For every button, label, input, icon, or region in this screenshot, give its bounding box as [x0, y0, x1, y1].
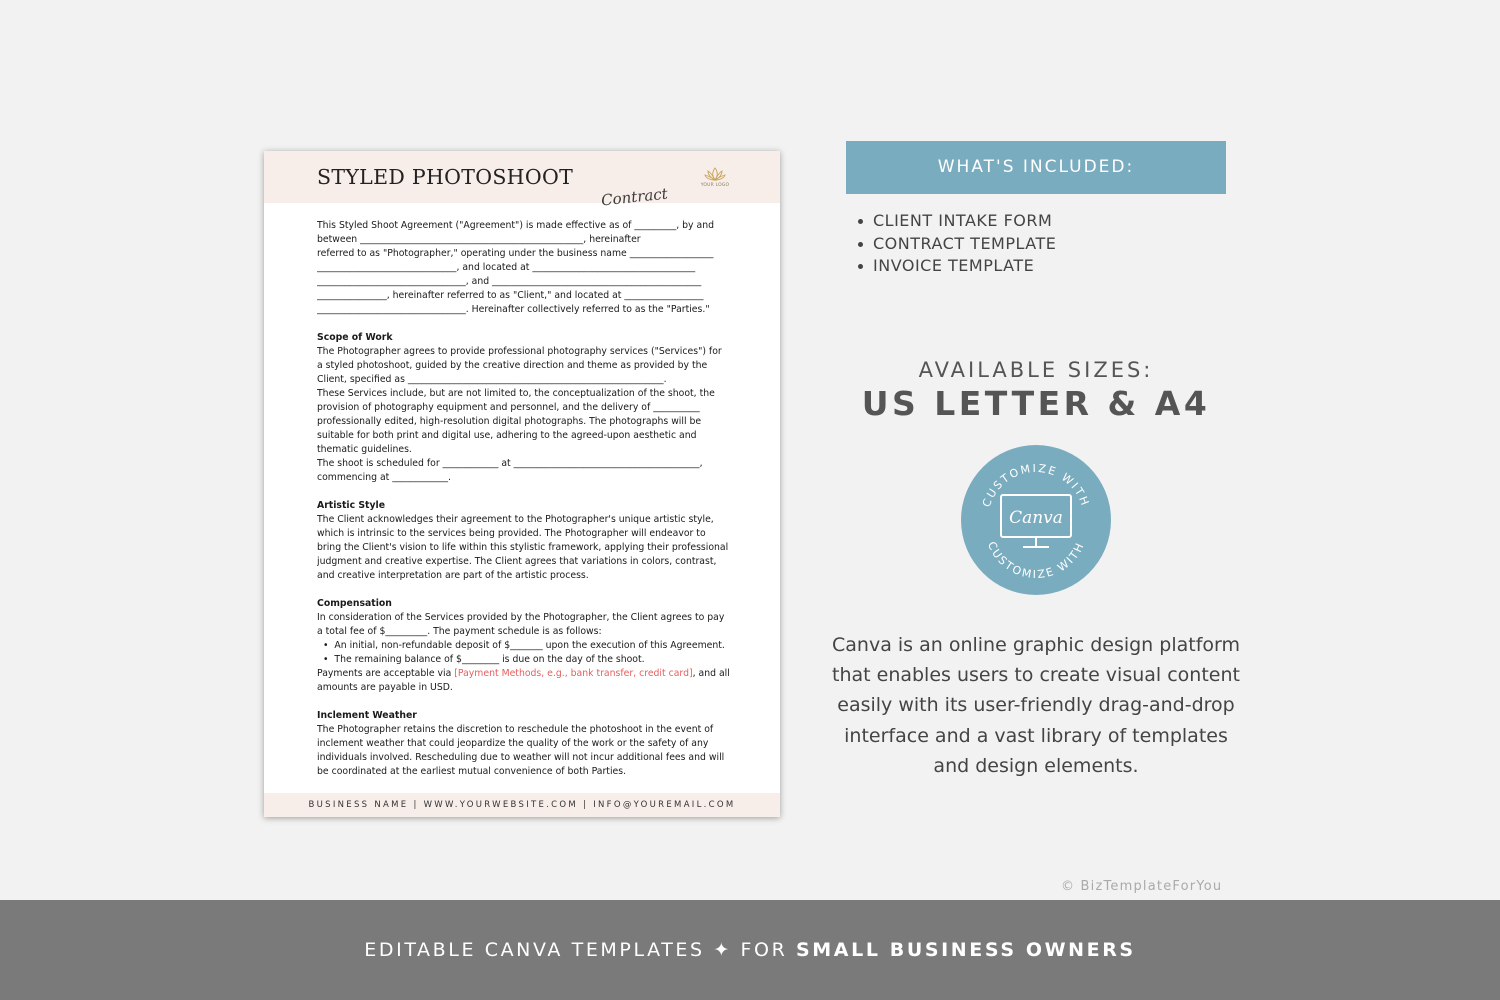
included-item — [873, 255, 1056, 278]
intro-line: ________________________________. Hereinafter collectively referred to as the "Parties." — [317, 304, 710, 315]
section-line: The Client acknowledges their agreement to the Photographer's unique artistic style, — [317, 514, 714, 525]
included-item-label: CLIENT INTAKE FORM — [873, 211, 1053, 230]
badge-ring-text-top: CUSTOMIZE WITH — [979, 461, 1093, 509]
logo-text: YOUR LOGO — [700, 183, 730, 188]
bullet-item: • The remaining balance of $________ is due on the day of the shoot. — [323, 654, 645, 665]
scope-section — [317, 331, 737, 485]
section-line: be coordinated at the earliest mutual convenience of both Parties. — [317, 766, 627, 777]
section-line: amounts are payable in USD. — [317, 682, 453, 693]
section-line: In consideration of the Services provided by the Photographer, the Client agrees to pay — [317, 612, 725, 623]
payments-line — [317, 667, 737, 681]
section-line: individuals involved. Rescheduling due to weather will not incur additional fees and will — [317, 752, 725, 763]
lotus-icon — [704, 166, 726, 182]
compensation-section — [317, 597, 737, 695]
payments-placeholder: [Payment Methods, e.g., bank transfer, credit card] — [454, 668, 693, 679]
section-heading: Artistic Style — [317, 500, 386, 511]
section-line: a total fee of $_________. The payment schedule is as follows: — [317, 626, 602, 637]
document-page — [264, 151, 780, 817]
bullet-item: • An initial, non-refundable deposit of $_______ upon the execution of this Agreement. — [323, 640, 725, 651]
intro-line: referred to as "Photographer," operating under the business name __________________ — [317, 248, 714, 259]
section-line: thematic guidelines. — [317, 444, 412, 455]
description-line: and design elements. — [933, 754, 1139, 777]
included-list — [873, 210, 1056, 278]
bottom-banner — [0, 900, 1500, 1000]
description-line: easily with its user-friendly drag-and-drop — [837, 694, 1235, 717]
payments-prefix: Payments are acceptable via — [317, 668, 455, 679]
available-sizes-label: AVAILABLE SIZES: — [918, 358, 1154, 382]
section-line: which is intrinsic to the services being provided. The Photographer will endeavor to — [317, 528, 706, 539]
document-body — [317, 219, 737, 779]
section-line: a styled photoshoot, guided by the creative direction and theme as provided by the — [317, 360, 708, 371]
canva-description — [806, 630, 1266, 781]
included-item — [873, 210, 1056, 233]
section-line: The Photographer agrees to provide professional photography services ("Services") for — [317, 346, 722, 357]
section-line: The Photographer retains the discretion to reschedule the photoshoot in the event of — [317, 724, 714, 735]
bullet-text: An initial, non-refundable deposit of $_______ upon the execution of this Agreement. — [334, 640, 725, 651]
intro-line: between ________________________________________________, hereinafter — [317, 234, 641, 245]
whats-included-heading: WHAT'S INCLUDED: — [846, 141, 1226, 194]
banner-prefix: EDITABLE CANVA TEMPLATES ✦ FOR — [364, 939, 797, 961]
section-line: commencing at ____________. — [317, 472, 452, 483]
intro-line: _______________, hereinafter referred to as "Client," and located at _________________ — [317, 290, 704, 301]
payments-suffix: , and all — [692, 668, 730, 679]
intro-line: This Styled Shoot Agreement ("Agreement") is made effective as of _________, by and — [317, 220, 714, 231]
description-line: that enables users to create visual content — [832, 664, 1240, 687]
weather-section — [317, 709, 737, 779]
included-item-label: CONTRACT TEMPLATE — [873, 233, 1057, 253]
document-header — [264, 151, 780, 210]
canva-brand-text: Canva — [1009, 508, 1063, 528]
bullet-text: The remaining balance of $________ is due on the day of the shoot. — [334, 654, 645, 665]
description-line: interface and a vast library of templates — [844, 724, 1228, 747]
section-line: Client, specified as _______________________________________________________. — [317, 374, 667, 385]
included-item — [873, 233, 1056, 256]
section-line: suitable for both print and digital use, adhering to the agreed-upon aesthetic and — [317, 430, 697, 441]
section-line: provision of photography equipment and personnel, and the delivery of __________ — [317, 402, 700, 413]
intro-line: ______________________________, and located at ___________________________________ — [317, 262, 696, 273]
section-line: inclement weather that could jeopardize the quality of the work or the safety of any — [317, 738, 709, 749]
intro-line: ________________________________, and _____________________________________________ — [317, 276, 702, 287]
banner-bold: SMALL BUSINESS OWNERS — [796, 939, 1136, 961]
section-line: The shoot is scheduled for ____________ at ________________________________________, — [317, 458, 703, 469]
document-title: STYLED PHOTOSHOOT — [317, 165, 574, 189]
document-footer: BUSINESS NAME | WWW.YOURWEBSITE.COM | INFO@YOUREMAIL.COM — [264, 793, 780, 817]
logo — [700, 166, 730, 188]
document-subtitle-script: Contract — [600, 184, 669, 210]
section-line: bring the Client's vision to life within this stylistic framework, applying their professional — [317, 542, 729, 553]
section-line: and creative interpretation are part of the artistic process. — [317, 570, 589, 581]
section-heading: Scope of Work — [317, 332, 393, 343]
section-line: professionally edited, high-resolution digital photographs. The photographs will be — [317, 416, 702, 427]
section-heading: Compensation — [317, 598, 392, 609]
badge-ring-text-bottom: CUSTOMIZE WITH — [984, 539, 1088, 582]
description-line: Canva is an online graphic design platform — [832, 634, 1240, 656]
customize-with-canva-badge — [961, 445, 1111, 595]
available-sizes-value: US LETTER & A4 — [861, 384, 1211, 423]
included-item-label: INVOICE TEMPLATE — [873, 256, 1035, 275]
section-line: judgment and creative expertise. The Client agrees that variations in colors, contrast, — [317, 556, 717, 567]
artistic-section — [317, 499, 737, 583]
section-line: These Services include, but are not limited to, the conceptualization of the shoot, the — [317, 388, 715, 399]
section-heading: Inclement Weather — [317, 710, 417, 721]
intro-paragraph — [317, 219, 737, 317]
copyright-text: © BizTemplateForYou — [1061, 879, 1223, 894]
